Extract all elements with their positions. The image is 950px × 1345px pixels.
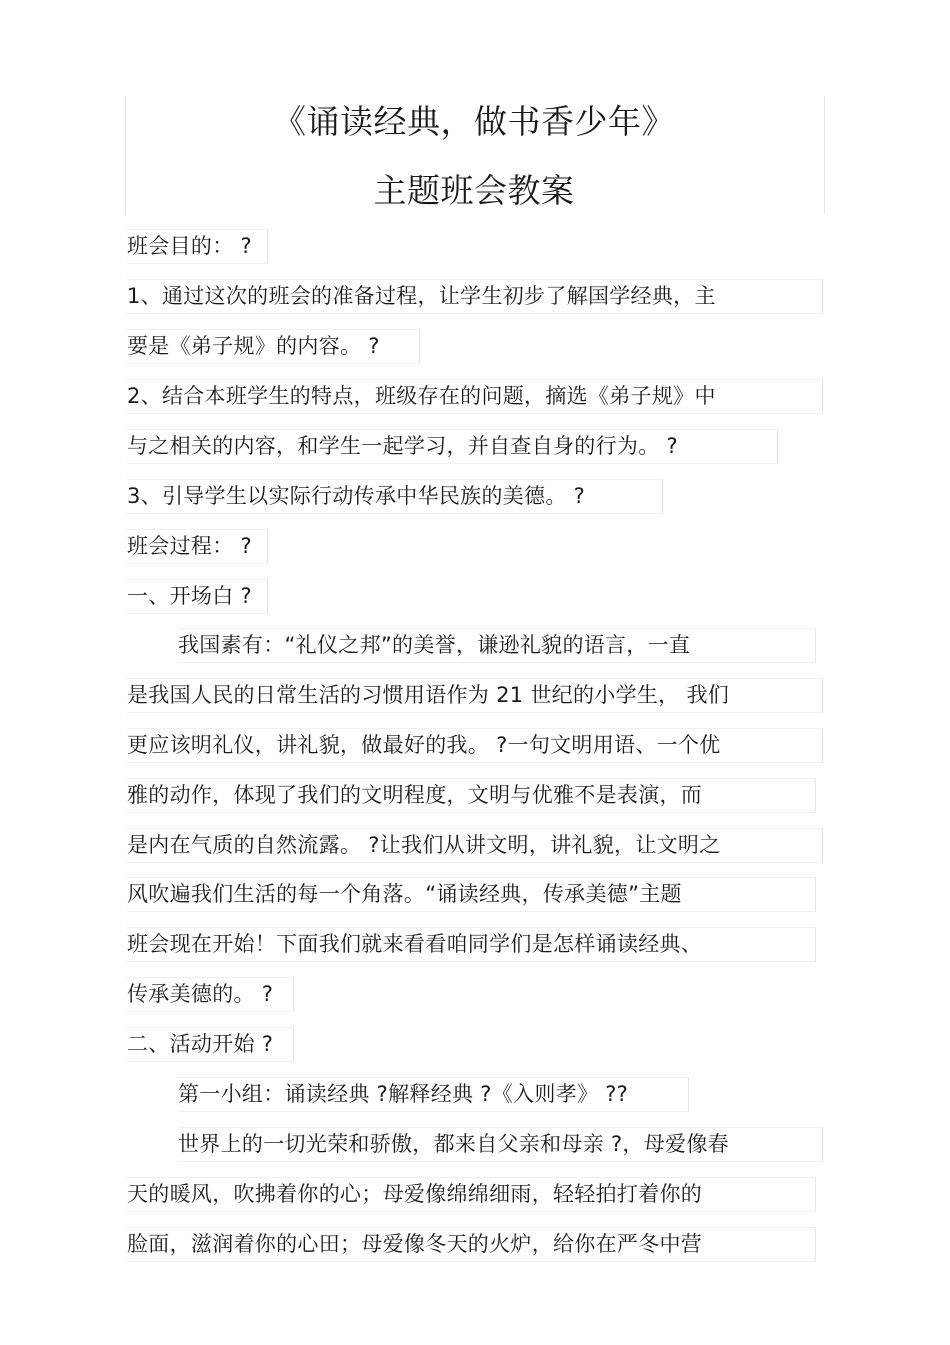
- paragraph-line: 传承美德的。 ?: [127, 977, 294, 1012]
- section-heading-opening: 一、开场白 ?: [127, 579, 268, 614]
- paragraph-line: 2、结合本班学生的特点，班级存在的问题，摘选《弟子规》中: [127, 379, 823, 414]
- paragraph-line: 第一小组：诵读经典 ?解释经典 ?《入则孝》 ??: [178, 1077, 689, 1112]
- paragraph-line: 要是《弟子规》的内容。 ?: [127, 329, 420, 364]
- paragraph-line: 与之相关的内容，和学生一起学习，并自查自身的行为。 ?: [127, 429, 778, 464]
- paragraph-line: 世界上的一切光荣和骄傲，都来自父亲和母亲 ?，母爱像春: [178, 1127, 823, 1162]
- document-title: 《诵读经典，做书香少年》: [273, 102, 675, 141]
- paragraph-line: 更应该明礼仪，讲礼貌，做最好的我。 ?一句文明用语、一个优: [127, 728, 823, 763]
- document-subtitle: 主题班会教案: [373, 171, 575, 210]
- paragraph-line: 风吹遍我们生活的每一个角落。“诵读经典，传承美德”主题: [127, 877, 816, 912]
- paragraph-line: 脸面，滋润着你的心田；母爱像冬天的火炉，给你在严冬中营: [127, 1227, 816, 1262]
- section-heading-purpose: 班会目的： ?: [127, 229, 268, 264]
- paragraph-line: 是我国人民的日常生活的习惯用语作为 21 世纪的小学生， 我们: [127, 678, 823, 713]
- section-heading-activity: 二、活动开始 ?: [127, 1027, 294, 1062]
- paragraph-line: 我国素有：“礼仪之邦”的美誉，谦逊礼貌的语言，一直: [178, 628, 816, 663]
- paragraph-line: 1、通过这次的班会的准备过程，让学生初步了解国学经典，主: [127, 279, 823, 314]
- section-heading-process: 班会过程： ?: [127, 529, 268, 564]
- paragraph-line: 班会现在开始！下面我们就来看看咱同学们是怎样诵读经典、: [127, 927, 816, 962]
- paragraph-line: 天的暖风，吹拂着你的心；母爱像绵绵细雨，轻轻拍打着你的: [127, 1177, 816, 1212]
- paragraph-line: 是内在气质的自然流露。 ?让我们从讲文明，讲礼貌，让文明之: [127, 828, 823, 863]
- paragraph-line: 雅的动作，体现了我们的文明程度，文明与优雅不是表演，而: [127, 778, 816, 813]
- paragraph-line: 3、引导学生以实际行动传承中华民族的美德。 ?: [127, 479, 663, 514]
